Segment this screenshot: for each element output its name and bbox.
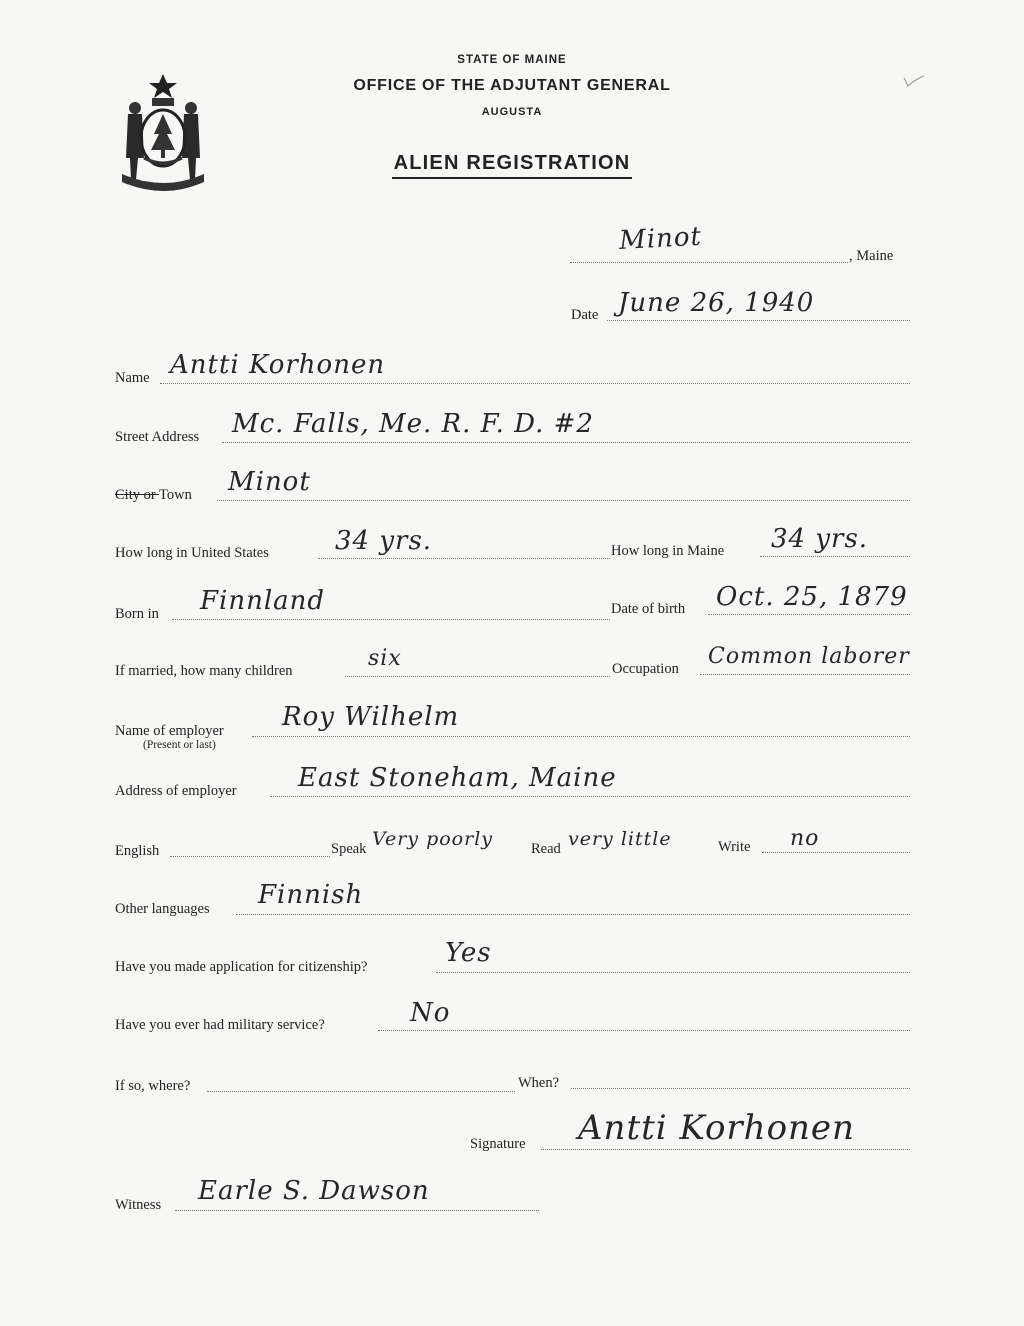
witness-label: Witness xyxy=(115,1197,162,1213)
where-line xyxy=(207,1091,515,1092)
signature-label: Signature xyxy=(470,1136,526,1152)
employer-label: Name of employer xyxy=(115,723,224,739)
town-value: Minot xyxy=(228,467,311,497)
place-value: Minot xyxy=(618,221,703,256)
employer-address-line xyxy=(270,796,910,797)
witness-value: Earle S. Dawson xyxy=(198,1176,430,1206)
name-label: Name xyxy=(115,370,150,386)
other-languages-label: Other languages xyxy=(115,901,210,917)
speak-value: Very poorly xyxy=(372,828,494,850)
date-of-birth-line xyxy=(708,614,910,615)
seal-banner-text: MAINE xyxy=(141,173,184,184)
years-maine-line xyxy=(760,556,910,557)
date-line xyxy=(607,320,910,321)
occupation-value: Common laborer xyxy=(708,644,910,669)
when-line xyxy=(571,1088,910,1089)
street-address-label: Street Address xyxy=(115,429,200,445)
header-office: OFFICE OF THE ADJUTANT GENERAL xyxy=(353,77,671,94)
years-us-line xyxy=(318,558,610,559)
where-label: If so, where? xyxy=(115,1078,191,1094)
write-label: Write xyxy=(718,839,751,855)
years-maine-value: 34 yrs. xyxy=(771,524,869,554)
header-state: STATE OF MAINE xyxy=(457,54,567,66)
employer-line xyxy=(252,736,910,737)
witness-line xyxy=(175,1210,539,1211)
speak-label: Speak xyxy=(331,841,367,857)
name-line xyxy=(160,383,910,384)
header-city: AUGUSTA xyxy=(481,106,543,118)
employer-address-label: Address of employer xyxy=(115,783,237,799)
born-in-label: Born in xyxy=(115,606,159,622)
military-line xyxy=(378,1030,910,1031)
citizenship-value: Yes xyxy=(445,938,492,968)
read-value: very little xyxy=(568,828,672,850)
employer-sublabel: (Present or last) xyxy=(143,739,216,751)
children-line xyxy=(345,676,610,677)
military-label: Have you ever had military service? xyxy=(115,1017,325,1033)
years-us-label: How long in United States xyxy=(115,545,269,561)
english-line xyxy=(170,856,330,857)
write-value: no xyxy=(790,826,820,851)
signature-value: Antti Korhonen xyxy=(578,1108,855,1148)
citizenship-label: Have you made application for citizenship? xyxy=(115,959,368,975)
form-title: ALIEN REGISTRATION xyxy=(0,152,1024,175)
born-in-value: Finnland xyxy=(200,586,326,616)
read-label: Read xyxy=(531,841,561,857)
name-value: Antti Korhonen xyxy=(170,350,386,380)
date-of-birth-label: Date of birth xyxy=(611,601,686,617)
date-value: June 26, 1940 xyxy=(618,288,815,318)
children-label: If married, how many children xyxy=(115,663,293,679)
place-suffix: , Maine xyxy=(849,248,894,264)
years-maine-label: How long in Maine xyxy=(611,543,725,559)
date-label: Date xyxy=(571,307,599,323)
citizenship-line xyxy=(436,972,910,973)
write-line xyxy=(762,852,910,853)
place-line xyxy=(570,262,848,263)
other-languages-value: Finnish xyxy=(258,880,364,910)
employer-address-value: East Stoneham, Maine xyxy=(298,763,617,793)
military-value: No xyxy=(410,998,451,1028)
occupation-label: Occupation xyxy=(612,661,679,677)
town-line xyxy=(217,500,910,501)
employer-value: Roy Wilhelm xyxy=(282,702,460,732)
signature-line xyxy=(541,1149,910,1150)
years-us-value: 34 yrs. xyxy=(335,526,433,556)
town-label: City or Town xyxy=(115,487,192,503)
street-address-line xyxy=(222,442,910,443)
date-of-birth-value: Oct. 25, 1879 xyxy=(716,582,908,612)
children-value: six xyxy=(368,646,402,671)
street-address-value: Mc. Falls, Me. R. F. D. #2 xyxy=(232,409,594,439)
other-languages-line xyxy=(236,914,910,915)
when-label: When? xyxy=(518,1075,560,1091)
english-label: English xyxy=(115,843,160,859)
born-in-line xyxy=(172,619,610,620)
occupation-line xyxy=(700,674,910,675)
